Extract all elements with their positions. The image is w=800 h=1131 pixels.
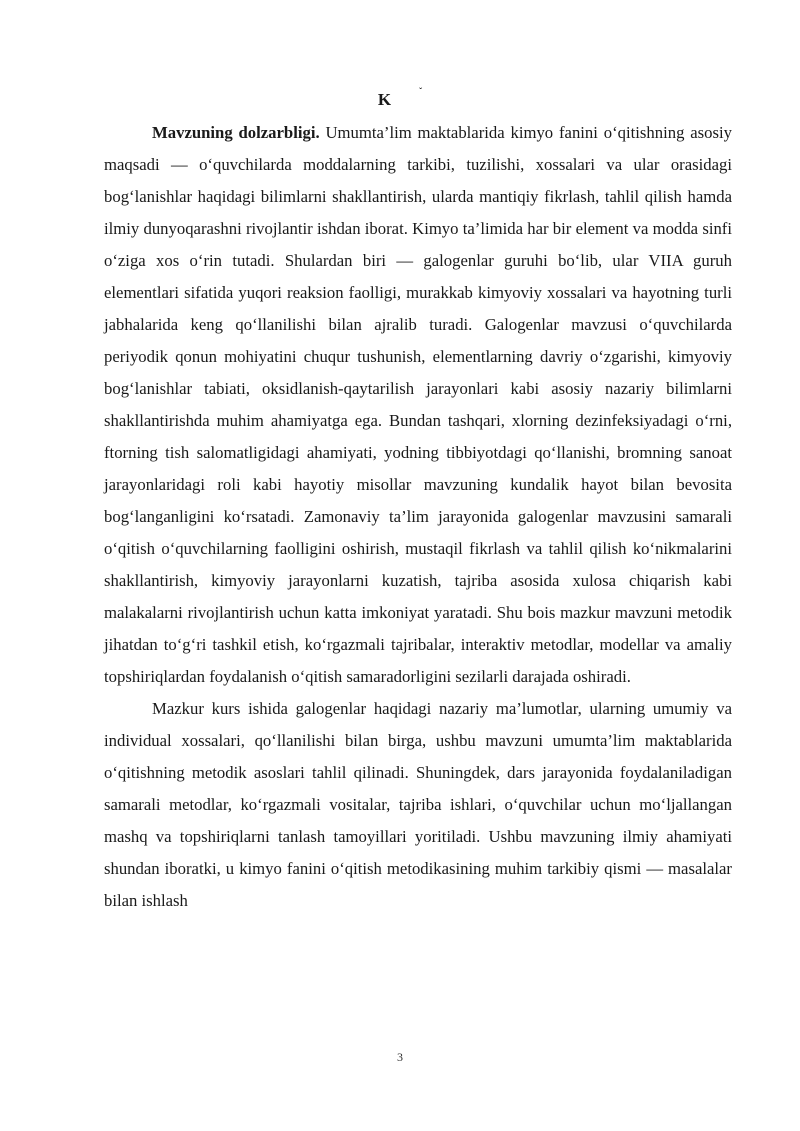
- paragraph-relevance: [104, 117, 732, 693]
- body-text: [104, 117, 732, 917]
- section-heading: [0, 86, 800, 112]
- paragraph-course-work: [104, 693, 732, 917]
- page-number: 3: [397, 1050, 403, 1064]
- heading-mark: ˇ: [419, 86, 423, 96]
- paragraph-text: Mazkur kurs ishida galogenlar haqidagi nazariy ma’lumotlar, ularning umumiy va individual xossalari, qo‘llanilishi bilan birga, ushbu mavzuni umumta’lim maktablarida o‘qitishning metodik asoslari tahlil qilinadi. Shuningdek, dars jarayonida foydalaniladigan samarali metodlar, ko‘rgazmali vositalar, tajriba ishlari, o‘quvchilar uchun mo‘ljallangan mashq va topshiriqlarni tanlash tamoyillari yoritiladi. Ushbu mavzuning ilmiy ahamiyati shundan iboratki, u kimyo fanini o‘qitish metodikasining muhim tarkibiy qismi — masalalar bilan ishlash: [104, 699, 732, 910]
- paragraph-text: Umumta’lim maktablarida kimyo fanini o‘qitishning asosiy maqsadi — o‘quvchilarda moddalarning tarkibi, tuzilishi, xossalari va ular orasidagi bog‘lanishlar haqidagi bilimlarni shakllantirish, ularda mantiqiy fikrlash, tahlil qilish hamda ilmiy dunyoqarashni rivojlantir ishdan iborat. Kimyo ta’limida har bir element va modda sinfi o‘ziga xos o‘rin tutadi. Shulardan biri — galogenlar guruhi bo‘lib, ular VIIA guruh elementlari sifatida yuqori reaksion faolligi, murakkab kimyoviy xossalari va hayotning turli jabhalarida keng qo‘llanilishi bilan ajralib turadi. Galogenlar mavzusi o‘quvchilarda periyodik qonun mohiyatini chuqur tushunish, elementlarning davriy o‘zgarishi, kimyoviy bog‘lanishlar tabiati, oksidlanish-qaytarilish jarayonlari kabi asosiy nazariy bilimlarni shakllantirishda muhim ahamiyatga ega. Bundan tashqari, xlorning dezinfeksiyadagi o‘rni, ftorning tish salomatligidagi ahamiyati, yodning tibbiyotdagi qo‘llanishi, bromning sanoat jarayonlaridagi roli kabi hayotiy misollar mavzuning kundalik hayot bilan bevosita bog‘langanligini ko‘rsatadi. Zamonaviy ta’lim jarayonida galogenlar mavzusini samarali o‘qitish o‘quvchilarning faolligini oshirish, mustaqil fikrlash va tahlil qilish ko‘nikmalarini shakllantirish, kimyoviy jarayonlarni kuzatish, tajriba asosida xulosa chiqarish kabi malakalarni rivojlantirish uchun katta imkoniyat yaratadi. Shu bois mazkur mavzuni metodik jihatdan to‘g‘ri tashkil etish, ko‘rgazmali tajribalar, interaktiv metodlar, modellar va amaliy topshiriqlardan foydalanish o‘qitish samaradorligini sezilarli darajada oshiradi.: [104, 123, 732, 686]
- paragraph-lead: Mavzuning dolzarbligi.: [152, 123, 320, 142]
- heading-text: K: [377, 90, 392, 109]
